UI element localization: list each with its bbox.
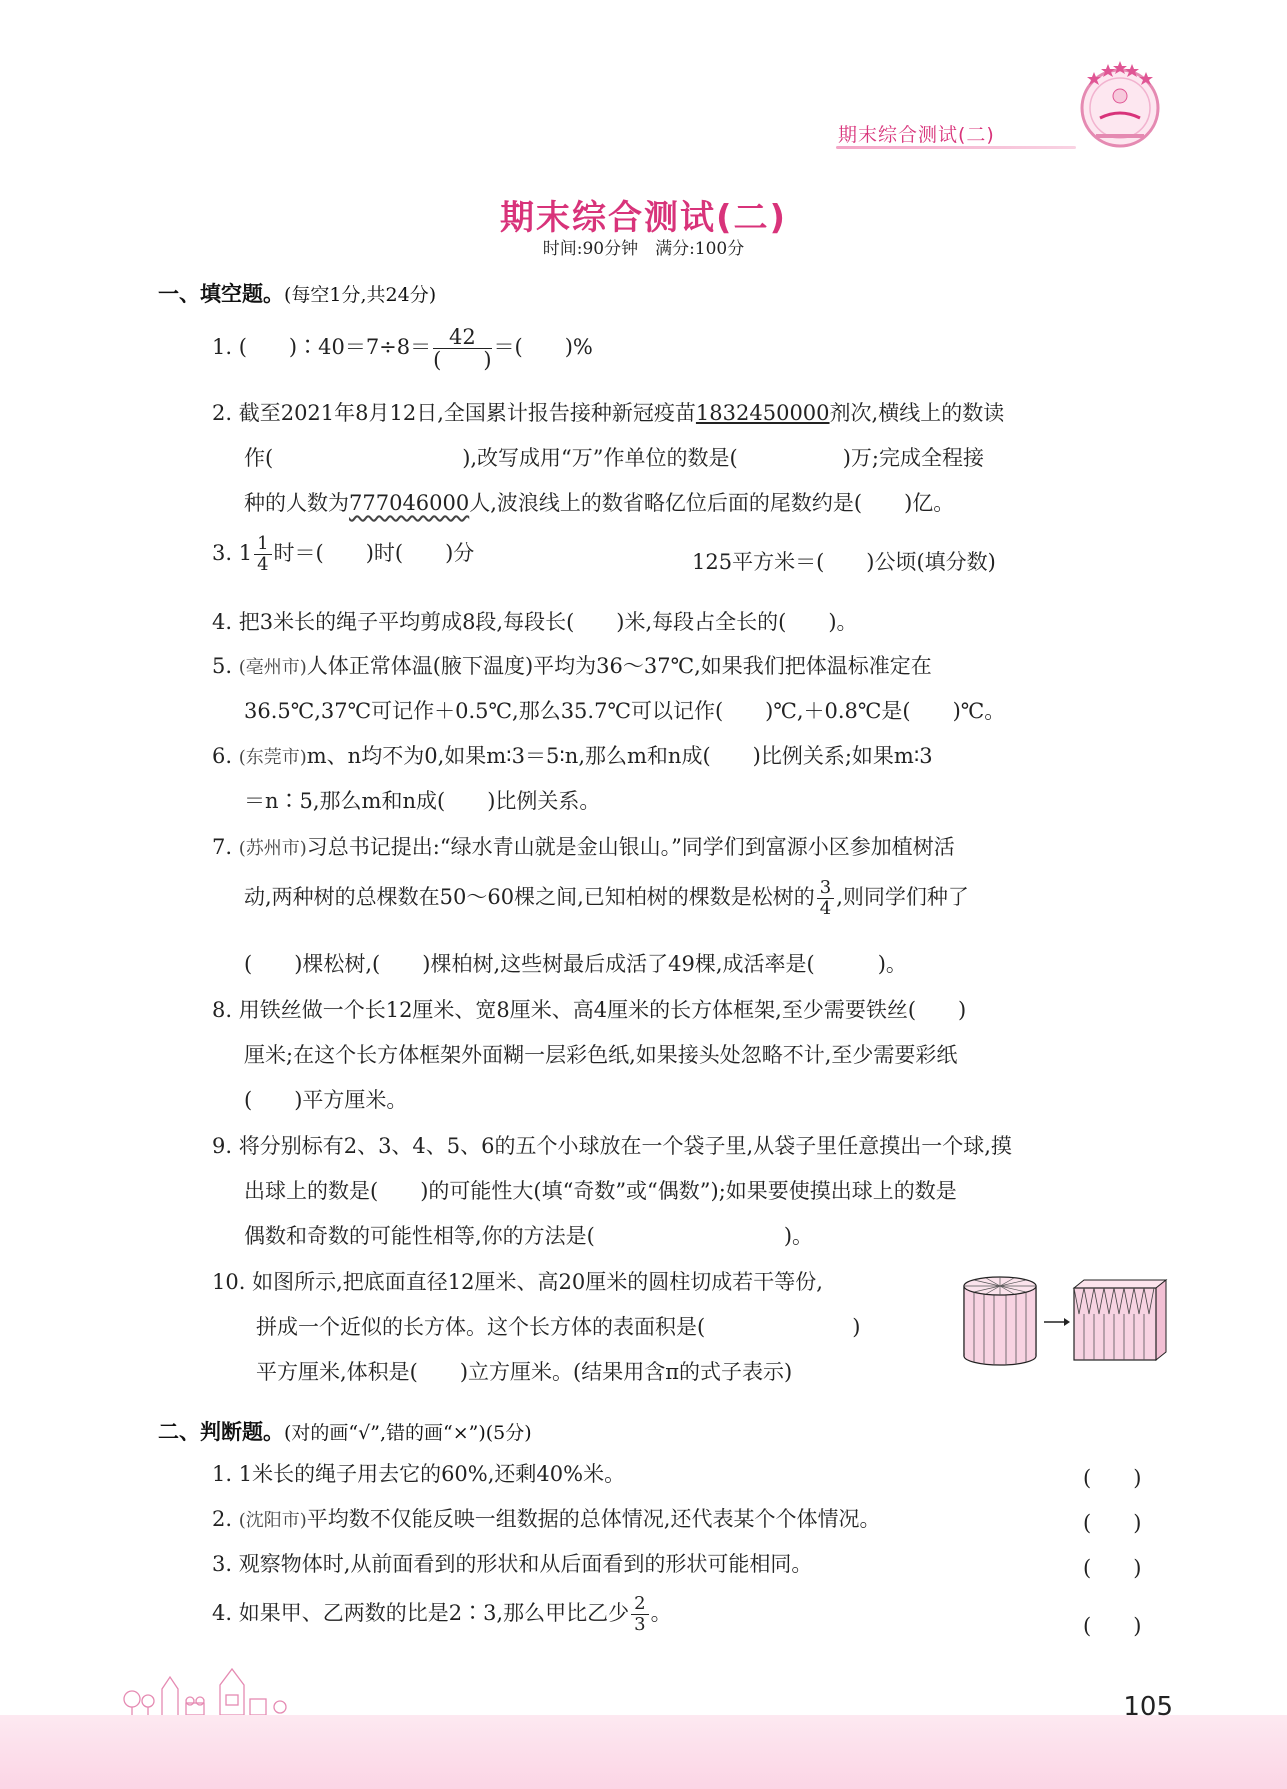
- judge-4-pre: 4. 如果甲、乙两数的比是2∶3,那么甲比乙少: [212, 1601, 630, 1625]
- running-title: 期末综合测试(二): [838, 124, 995, 146]
- q3-fraction: [254, 534, 271, 575]
- question-1-9-line1: 9. 将分别标有2、3、4、5、6的五个小球放在一个袋子里,从袋子里任意摸出一个球,摸: [212, 1134, 1012, 1158]
- question-1-2-line1: [212, 401, 1004, 425]
- q6-num: 6.: [212, 744, 239, 768]
- q2-l3-a: 种的人数为: [244, 491, 349, 515]
- judge-item-4: [212, 1594, 672, 1635]
- q2-l3-b: 人,波浪线上的数省略亿位后面的尾数约是( )亿。: [469, 491, 955, 515]
- exam-time-score: 时间:90分钟 满分:100分: [542, 239, 745, 259]
- question-1-8-line2: 厘米;在这个长方体框架外面糊一层彩色纸,如果接头处忽略不计,至少需要彩纸: [244, 1043, 958, 1067]
- q6-l1: m、n均不为0,如果m∶3＝5∶n,那么m和n成( )比例关系;如果m∶3: [306, 744, 933, 768]
- q3-pre: 3. 1: [212, 541, 253, 565]
- judge-4-frac-num: 2: [631, 1594, 648, 1615]
- arrow-right-icon: [1044, 1318, 1070, 1326]
- cylinder-to-cuboid-figure: [962, 1274, 1168, 1366]
- question-1-6-line1: [212, 744, 933, 770]
- question-1-6-line2: ＝n∶5,那么m和n成( )比例关系。: [244, 789, 601, 813]
- judge-item-2: [212, 1507, 880, 1533]
- q7-frac-num: 3: [817, 878, 834, 899]
- question-1-2-line3: [244, 491, 954, 515]
- q2-l1-a: 2. 截至2021年8月12日,全国累计报告接种新冠疫苗: [212, 401, 696, 425]
- q7-city: (苏州市): [238, 838, 307, 859]
- judge-answer-4[interactable]: ( ): [1083, 1614, 1142, 1638]
- question-1-3-right: 125平方米＝( )公顷(填分数): [692, 550, 996, 574]
- cuboid-figure: [1074, 1280, 1166, 1360]
- page-number: 105: [1123, 1692, 1173, 1722]
- judge-4-post: 。: [650, 1601, 672, 1625]
- judge-2-num: 2.: [212, 1507, 239, 1531]
- q7-num: 7.: [212, 835, 239, 859]
- q5-l1: 人体正常体温(腋下温度)平均为36～37℃,如果我们把体温标准定在: [306, 654, 932, 678]
- question-1-1: [212, 326, 593, 371]
- footer-band: [0, 1715, 1287, 1789]
- question-1-10-line1: 10. 如图所示,把底面直径12厘米、高20厘米的圆柱切成若干等份,: [212, 1270, 823, 1294]
- castle-trees-decoration: [120, 1655, 300, 1715]
- section-1-heading: [158, 278, 436, 308]
- question-1-9-line3: 偶数和奇数的可能性相等,你的方法是( )。: [244, 1224, 814, 1248]
- q7-l2-b: ,则同学们种了: [836, 885, 969, 909]
- q3-mid: 时＝( )时( )分: [273, 541, 475, 565]
- judge-4-fraction: [631, 1594, 648, 1635]
- question-1-7-line2: [244, 878, 969, 919]
- q3-frac-num: 1: [254, 534, 271, 555]
- judge-answer-2[interactable]: ( ): [1083, 1511, 1142, 1535]
- section-2-note: (对的画“√”,错的画“×”)(5分): [284, 1422, 532, 1444]
- q1-fraction: [433, 326, 491, 371]
- question-1-10-line2: 拼成一个近似的长方体。这个长方体的表面积是( ): [256, 1315, 861, 1339]
- section-2-heading: [158, 1416, 532, 1446]
- q1-frac-den: ( ): [433, 348, 492, 372]
- q2-l1-b: 剂次,横线上的数读: [829, 401, 1005, 425]
- question-1-3: [212, 534, 474, 575]
- judge-item-3: 3. 观察物体时,从前面看到的形状和从后面看到的形状可能相同。: [212, 1552, 813, 1576]
- judge-2-text: 平均数不仅能反映一组数据的总体情况,还代表某个个体情况。: [306, 1507, 881, 1531]
- question-1-8-line1: 8. 用铁丝做一个长12厘米、宽8厘米、高4厘米的长方体框架,至少需要铁丝( ): [212, 998, 967, 1022]
- judge-answer-1[interactable]: ( ): [1083, 1466, 1142, 1490]
- q2-wavy-number: 777046000: [349, 491, 470, 515]
- q5-num: 5.: [212, 654, 239, 678]
- judge-2-city: (沈阳市): [238, 1510, 307, 1531]
- q7-frac-den: 4: [819, 898, 832, 919]
- question-1-9-line2: 出球上的数是( )的可能性大(填“奇数”或“偶数”);如果要使摸出球上的数是: [244, 1179, 957, 1203]
- question-1-7-line1: [212, 835, 955, 861]
- q5-city: (亳州市): [238, 657, 307, 678]
- cylinder-figure: [964, 1277, 1036, 1365]
- section-2-title: 二、判断题。: [158, 1420, 284, 1444]
- q7-fraction: [817, 878, 834, 919]
- question-1-5-line1: [212, 654, 932, 680]
- q7-l1: 习总书记提出:“绿水青山就是金山银山。”同学们到富源小区参加植树活: [306, 835, 955, 859]
- q1-pre: 1. ( )∶40＝7÷8＝: [212, 335, 432, 359]
- judge-4-frac-den: 3: [634, 1614, 646, 1635]
- question-1-4: 4. 把3米长的绳子平均剪成8段,每段长( )米,每段占全长的( )。: [212, 610, 858, 634]
- q1-frac-num: 42: [433, 326, 491, 349]
- q1-post: ＝( )%: [493, 335, 593, 359]
- brand-seal-logo: [1072, 56, 1168, 152]
- q2-underlined-number: 1832450000: [695, 401, 830, 425]
- q6-city: (东莞市): [238, 747, 307, 768]
- question-1-2-line2: 作( ),改写成用“万”作单位的数是( )万;完成全程接: [244, 446, 984, 470]
- question-1-5-line2: 36.5℃,37℃可记作＋0.5℃,那么35.7℃可以记作( )℃,＋0.8℃是( )℃。: [244, 699, 1006, 723]
- judge-item-1: 1. 1米长的绳子用去它的60%,还剩40%米。: [212, 1462, 626, 1486]
- judge-answer-3[interactable]: ( ): [1083, 1556, 1142, 1580]
- running-title-underline: [836, 146, 1076, 149]
- q3-frac-den: 4: [257, 554, 269, 575]
- question-1-10-line3: 平方厘米,体积是( )立方厘米。(结果用含π的式子表示): [256, 1360, 793, 1384]
- section-1-note: (每空1分,共24分): [284, 284, 437, 306]
- question-1-8-line3: ( )平方厘米。: [244, 1088, 408, 1112]
- page-title: 期末综合测试(二): [499, 198, 788, 238]
- section-1-title: 一、填空题。: [158, 282, 284, 306]
- q7-l2-a: 动,两种树的总棵数在50～60棵之间,已知柏树的棵数是松树的: [244, 885, 815, 909]
- question-1-7-line3: ( )棵松树,( )棵柏树,这些树最后成活了49棵,成活率是( )。: [244, 952, 907, 976]
